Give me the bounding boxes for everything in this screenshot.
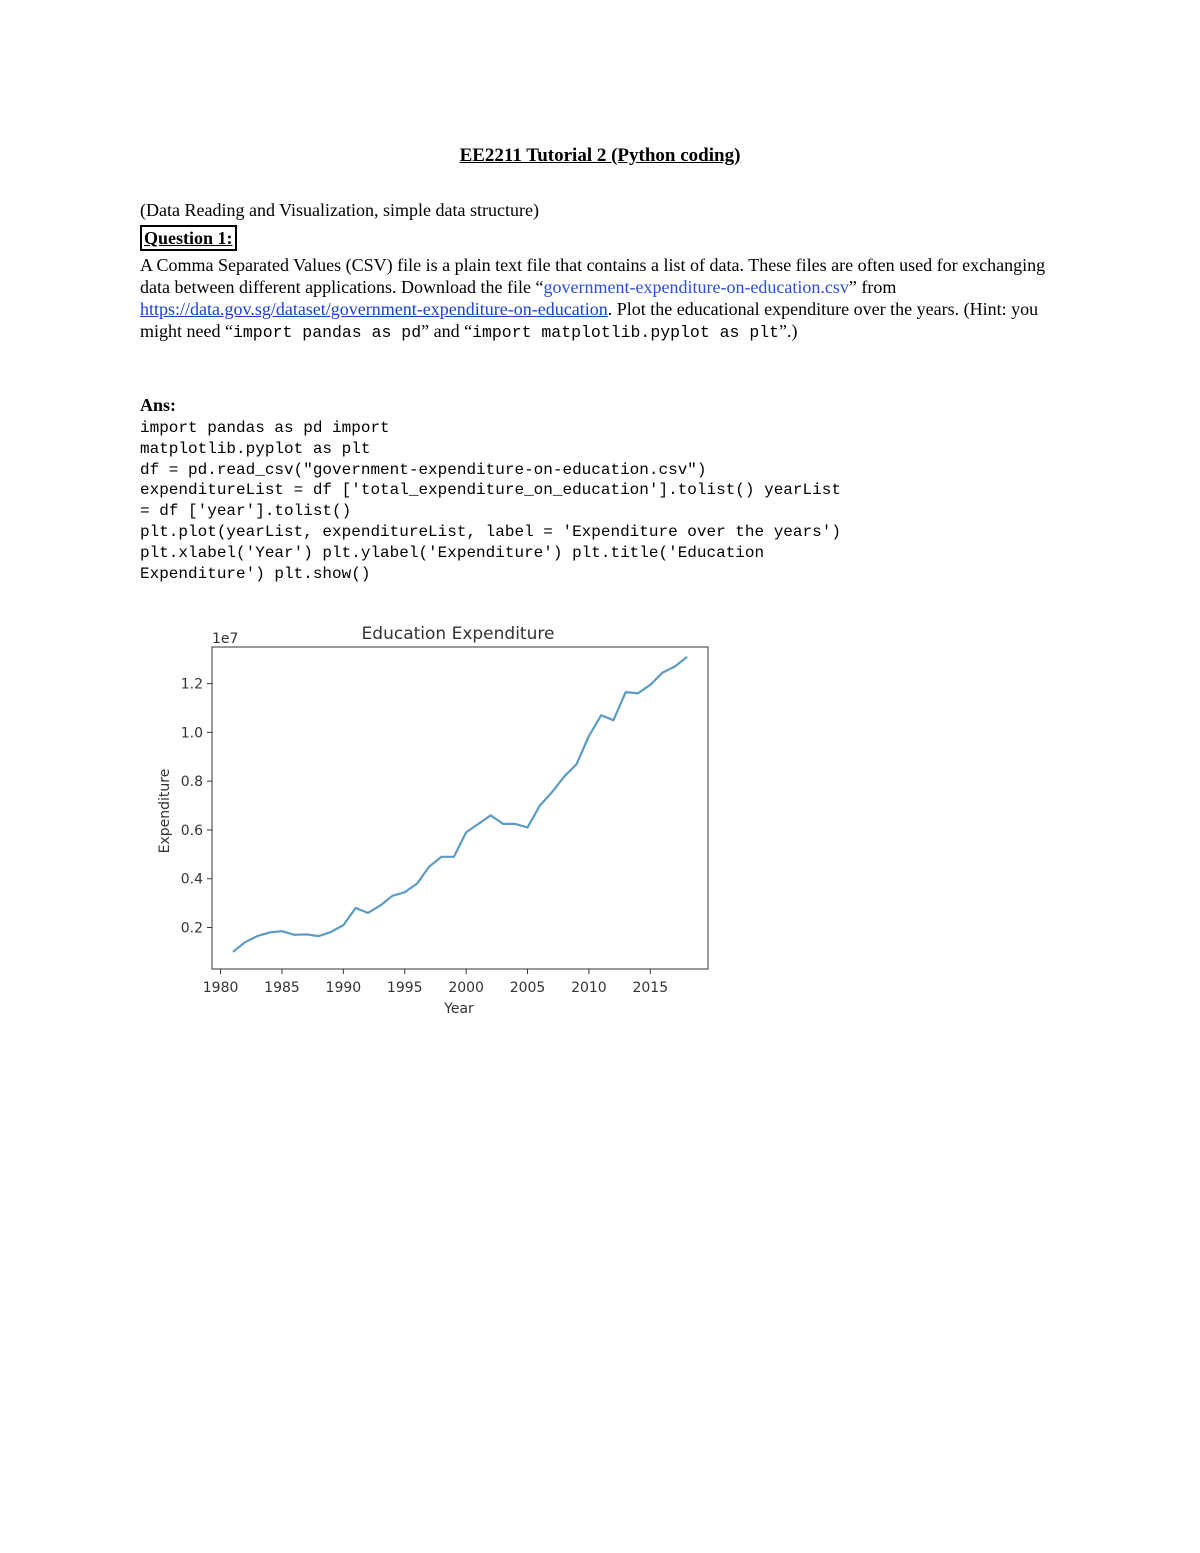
x-tick-label: 1990 xyxy=(325,980,362,996)
question-text-part4: ” and “ xyxy=(421,321,473,341)
y-axis-label: Expenditure xyxy=(157,768,173,854)
dataset-url-link[interactable]: https://data.gov.sg/dataset/government-expenditure-on-education xyxy=(140,299,608,319)
question-text-part1: A Comma Separated Values (CSV) file is a plain text file that contains a list of data. These files are often used for exchanging data between different applications. Download the file “ xyxy=(140,255,1046,297)
code-line: plt.xlabel('Year') plt.ylabel('Expenditure') plt.title('Education xyxy=(140,543,765,562)
hint-code-pandas: import pandas as pd xyxy=(232,323,422,342)
question-text xyxy=(140,254,1060,344)
code-line: import pandas as pd import xyxy=(140,419,390,437)
code-line: matplotlib.pyplot as plt xyxy=(140,439,371,458)
question-text-part5: ”.) xyxy=(779,321,798,341)
document-title: EE2211 Tutorial 2 (Python coding) xyxy=(459,145,741,166)
y-tick-label: 0.6 xyxy=(180,822,203,839)
question-label: Question 1: xyxy=(140,225,237,251)
document-subtitle: (Data Reading and Visualization, simple data structure) xyxy=(140,200,539,220)
y-axis-offset-label: 1e7 xyxy=(212,631,239,647)
y-tick-label: 0.4 xyxy=(180,871,203,888)
y-axis-ticks xyxy=(181,677,212,937)
x-axis-label: Year xyxy=(444,1001,474,1017)
x-tick-label: 1985 xyxy=(264,980,300,996)
hint-code-matplotlib: import matplotlib.pyplot as plt xyxy=(472,323,780,342)
answer-label: Ans: xyxy=(140,395,177,415)
x-tick-label: 1995 xyxy=(386,980,423,996)
code-line: plt.plot(yearList, expenditureList, label = 'Expenditure over the years') xyxy=(140,522,841,541)
x-tick-label: 2010 xyxy=(571,980,607,996)
x-tick-label: 2000 xyxy=(448,980,484,996)
y-tick-label: 0.8 xyxy=(180,774,203,791)
y-tick-label: 1.0 xyxy=(180,725,203,742)
x-axis-ticks xyxy=(203,969,668,996)
code-line: df = pd.read_csv("government-expenditure-on-education.csv") xyxy=(140,460,707,479)
expenditure-line-chart xyxy=(145,615,725,1025)
file-name-link[interactable]: government-expenditure-on-education.csv xyxy=(543,277,849,297)
code-line: expenditureList = df ['total_expenditure_on_education'].tolist() yearList xyxy=(140,481,841,500)
y-tick-label: 0.2 xyxy=(180,920,203,937)
code-line: Expenditure') plt.show() xyxy=(140,564,371,583)
plot-area-frame xyxy=(212,647,708,969)
x-tick-label: 2015 xyxy=(632,980,669,996)
chart-title: Education Expenditure xyxy=(361,624,555,644)
x-tick-label: 2005 xyxy=(509,980,546,996)
question-text-part2: ” from xyxy=(848,277,897,297)
code-block xyxy=(140,418,841,584)
question-text-part3: . Plot the educational expenditure over the years. (Hint: you might need “ xyxy=(140,299,1039,341)
x-tick-label: 1980 xyxy=(202,980,239,996)
series-line xyxy=(233,657,687,952)
code-line: = df ['year'].tolist() xyxy=(140,502,352,521)
y-tick-label: 1.2 xyxy=(180,676,203,693)
